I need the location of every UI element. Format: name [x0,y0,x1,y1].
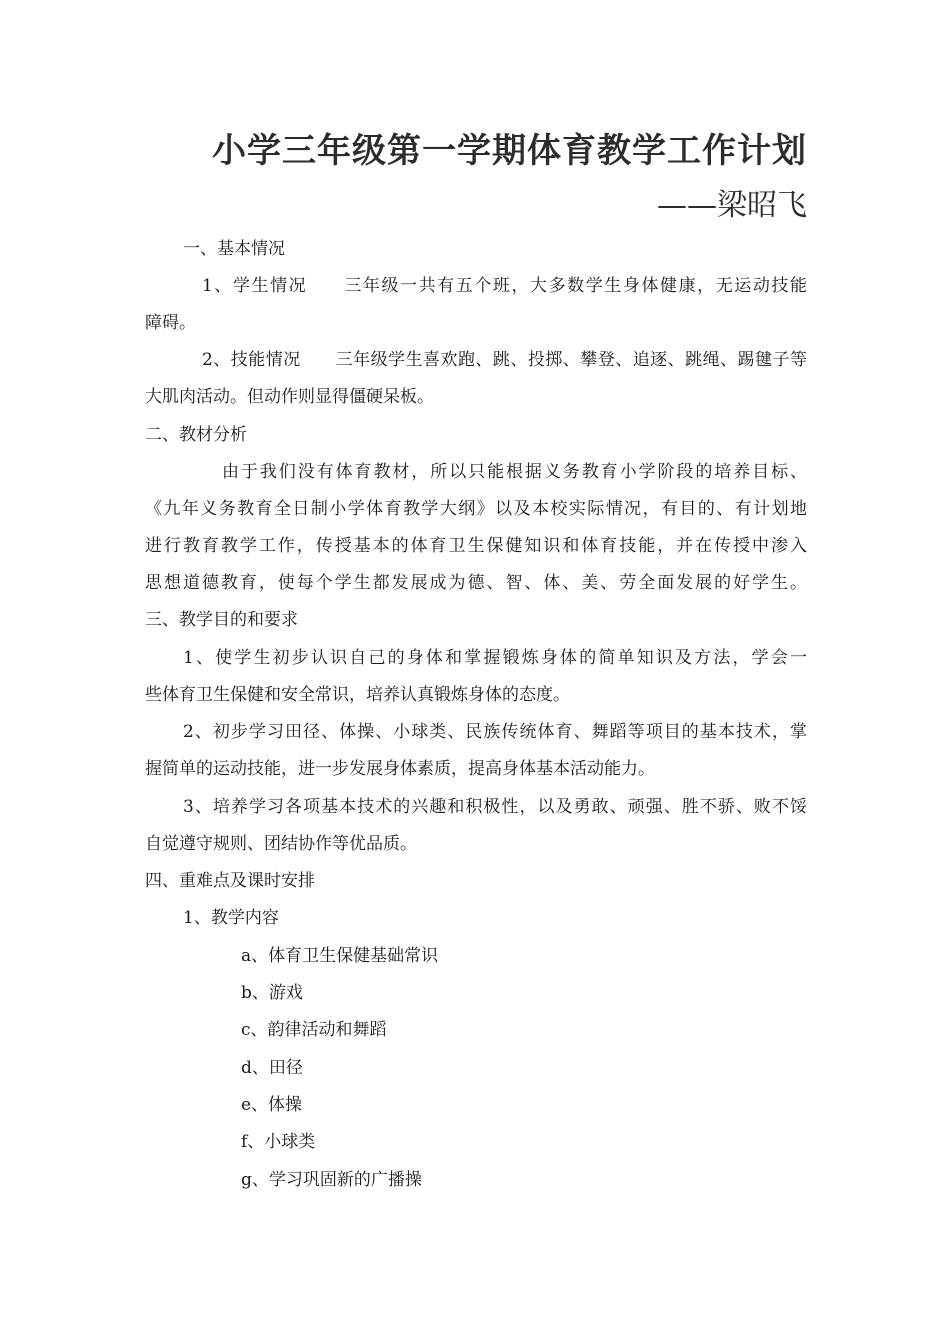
paragraph-line: 思想道德教育，使每个学生都发展成为德、智、体、美、劳全面发展的好学生。 [145,573,807,593]
section-heading-goals: 三、教学目的和要求 [145,610,298,630]
list-item: f、小球类 [241,1132,316,1152]
section-heading-basic: 一、基本情况 [183,239,285,259]
document-title: 小学三年级第一学期体育教学工作计划 [212,131,807,171]
list-item: g、学习巩固新的广播操 [241,1170,422,1190]
paragraph-line: 握简单的运动技能，进一步发展身体素质，提高身体基本活动能力。 [145,759,655,779]
list-item: d、田径 [241,1058,303,1078]
subheading-content: 1、教学内容 [183,908,279,928]
paragraph-line: 2、技能情况 三年级学生喜欢跑、跳、投掷、攀登、追逐、跳绳、踢毽子等 [202,350,807,370]
list-item: c、韵律活动和舞蹈 [241,1020,387,1040]
paragraph-line: 障碍。 [145,313,196,333]
section-heading-schedule: 四、重难点及课时安排 [145,871,315,891]
list-item: e、体操 [241,1095,303,1115]
list-item: b、游戏 [241,983,303,1003]
paragraph-line: 由于我们没有体育教材，所以只能根据义务教育小学阶段的培养目标、 [222,462,807,482]
paragraph-line: 1、学生情况 三年级一共有五个班，大多数学生身体健康，无运动技能 [202,276,807,296]
list-item: a、体育卫生保健基础常识 [241,946,439,966]
paragraph-line: 《九年义务教育全日制小学体育教学大纲》以及本校实际情况，有目的、有计划地 [145,499,807,519]
paragraph-line: 2、初步学习田径、体操、小球类、民族传统体育、舞蹈等项目的基本技术，掌 [183,722,807,742]
document-author: ——梁昭飞 [657,188,807,223]
paragraph-line: 些体育卫生保健和安全常识，培养认真锻炼身体的态度。 [145,685,570,705]
paragraph-line: 大肌肉活动。但动作则显得僵硬呆板。 [145,387,434,407]
paragraph-line: 进行教育教学工作，传授基本的体育卫生保健知识和体育技能，并在传授中渗入 [145,536,807,556]
paragraph-line: 3、培养学习各项基本技术的兴趣和积极性，以及勇敢、顽强、胜不骄、败不馁 [183,797,807,817]
paragraph-line: 自觉遵守规则、团结协作等优品质。 [145,834,417,854]
paragraph-line: 1、使学生初步认识自己的身体和掌握锻炼身体的简单知识及方法，学会一 [183,648,807,668]
section-heading-materials: 二、教材分析 [145,425,247,445]
